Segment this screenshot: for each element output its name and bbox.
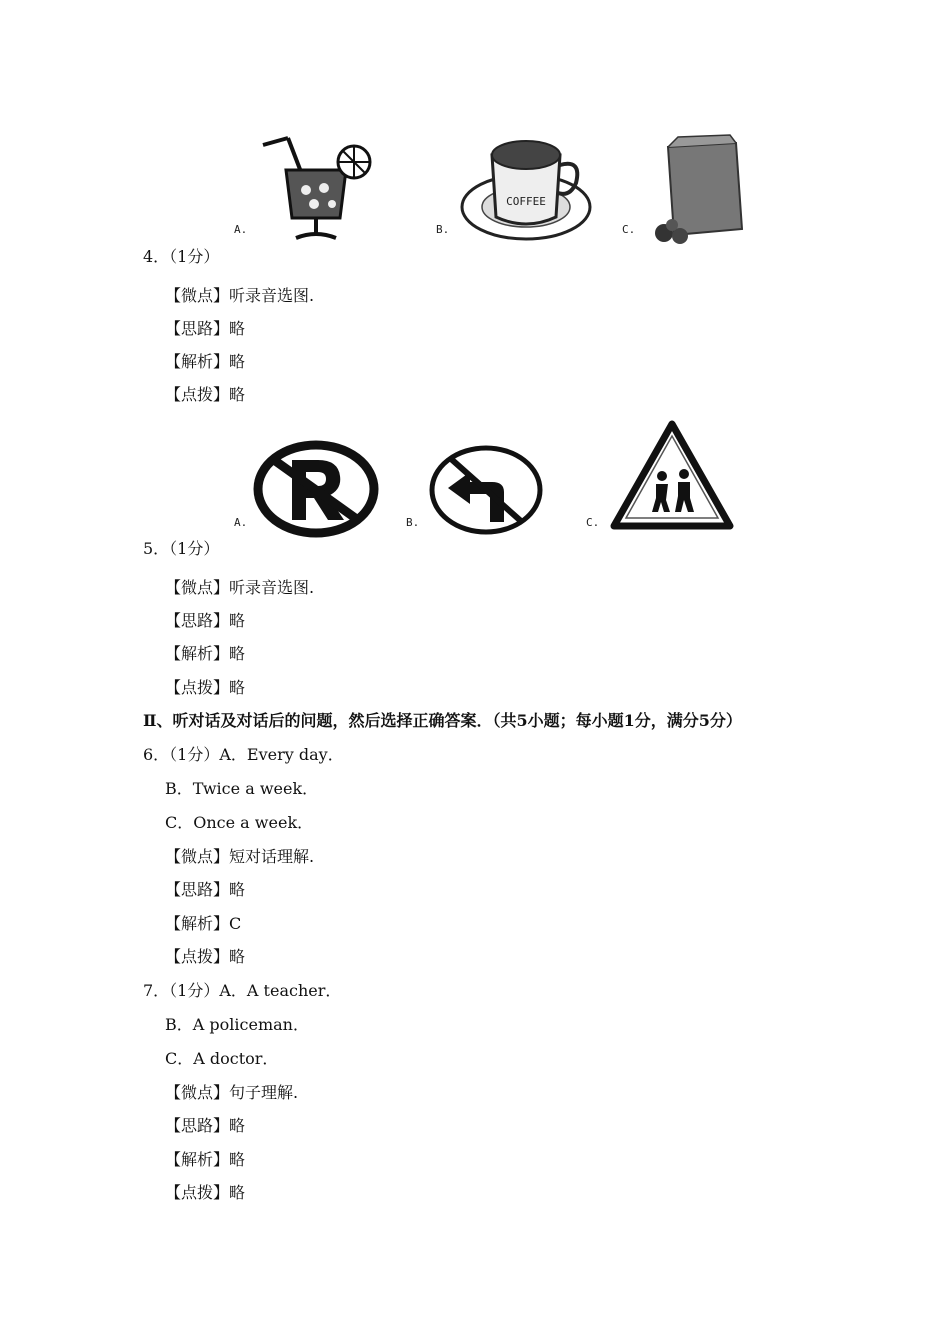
q6-silu: 【思路】略 [165, 880, 246, 899]
q6-jiexi: 【解析】C [165, 914, 242, 933]
q4-label-a: A. [234, 223, 248, 236]
q7-weidian: 【微点】句子理解. [165, 1083, 299, 1102]
q5-dianbo: 【点拨】略 [165, 678, 246, 697]
q6-weidian: 【微点】短对话理解. [165, 847, 315, 866]
q6-option-b: B．Twice a week． [165, 779, 319, 798]
q5-jiexi: 【解析】略 [165, 644, 246, 663]
q5-label-b: B. [406, 516, 420, 529]
children-crossing-sign-icon [610, 420, 734, 532]
q7-jiexi: 【解析】略 [165, 1150, 246, 1169]
q5-image-row [230, 420, 750, 540]
q7-dianbo: 【点拨】略 [165, 1183, 246, 1202]
no-left-turn-sign-icon [426, 442, 546, 538]
section-2-heading: Ⅱ、听对话及对话后的问题，然后选择正确答案．（共5小题；每小题1分，满分5分） [143, 711, 742, 730]
coffee-bag-icon [638, 133, 748, 245]
q5-weidian: 【微点】听录音选图. [165, 578, 315, 597]
q4-jiexi: 【解析】略 [165, 352, 246, 371]
q4-label-c: C. [622, 223, 636, 236]
q4-number: 4．（1分） [143, 247, 220, 266]
q4-silu: 【思路】略 [165, 319, 246, 338]
q6-option-c: C．Once a week． [165, 813, 314, 832]
q4-dianbo: 【点拨】略 [165, 385, 246, 404]
q5-silu: 【思路】略 [165, 611, 246, 630]
no-parking-sign-icon [252, 440, 380, 538]
q4-image-row [230, 125, 750, 245]
q5-label-c: C. [586, 516, 600, 529]
q7-line: 7．（1分）A．A teacher． [143, 981, 342, 1000]
q6-dianbo: 【点拨】略 [165, 947, 246, 966]
q7-silu: 【思路】略 [165, 1116, 246, 1135]
q5-number: 5．（1分） [143, 539, 220, 558]
q4-label-b: B. [436, 223, 450, 236]
q5-label-a: A. [234, 516, 248, 529]
q7-option-b: B．A policeman． [165, 1015, 309, 1034]
q7-option-c: C．A doctor． [165, 1049, 279, 1068]
q4-weidian: 【微点】听录音选图. [165, 286, 315, 305]
juice-glass-icon [258, 130, 378, 245]
coffee-cup-icon [458, 127, 603, 245]
coffee-cup-text: COFFEE [506, 195, 546, 208]
q6-line: 6．（1分）A．Every day． [143, 745, 344, 764]
